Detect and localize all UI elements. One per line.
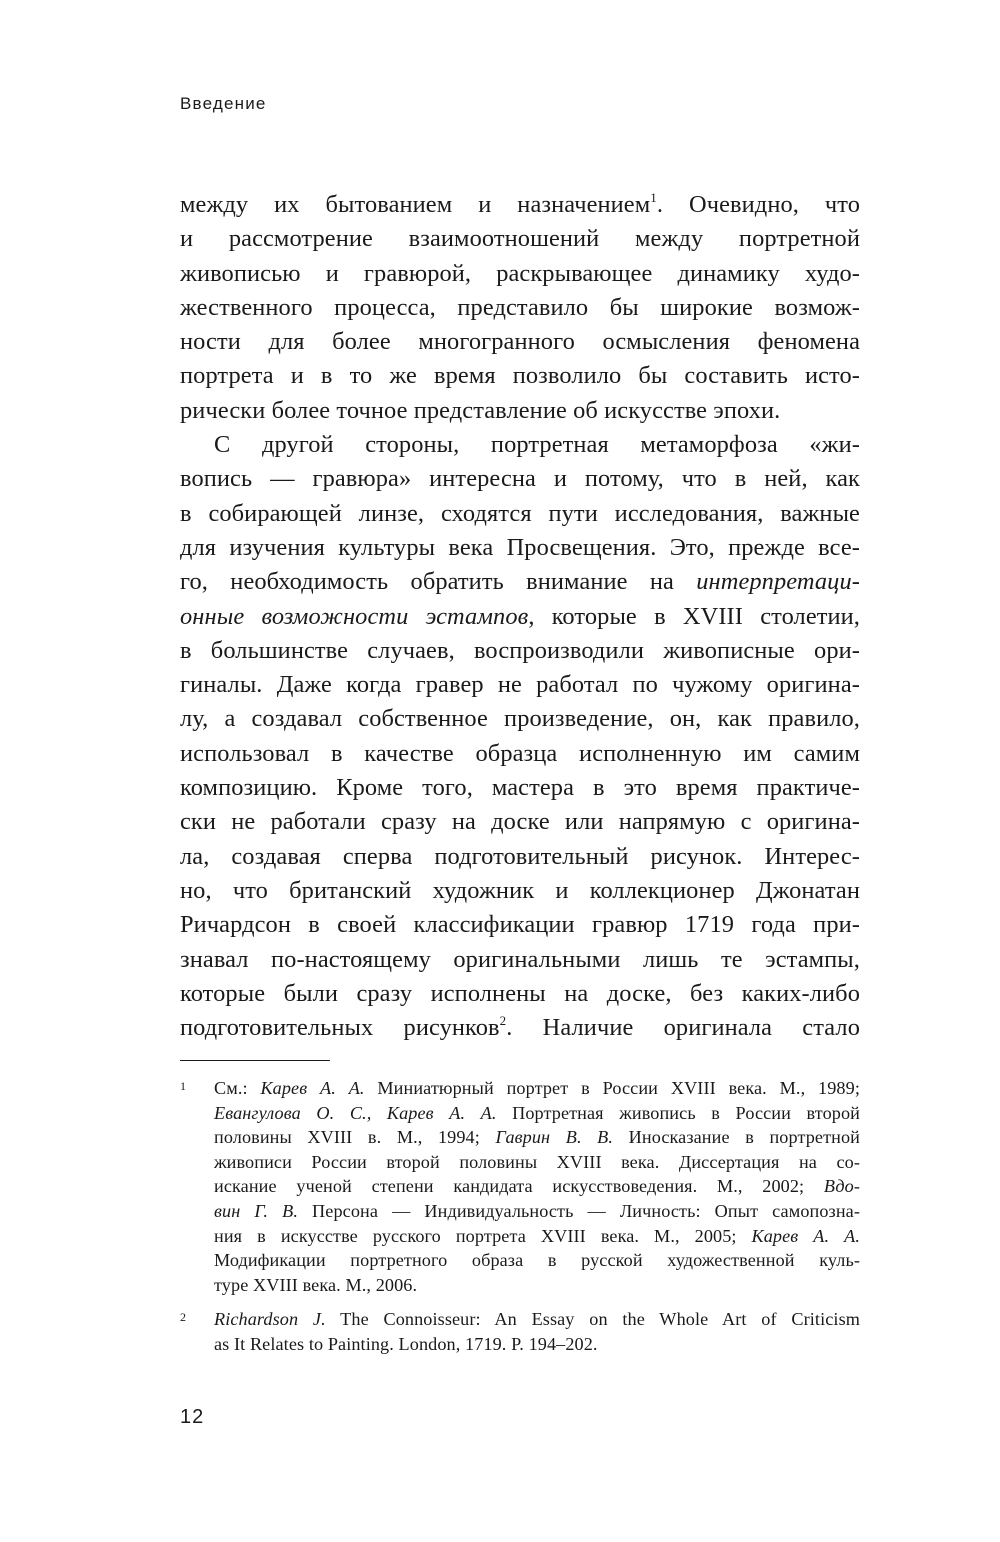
text-span: ния в искусстве русского портрета XVIII века. М., 2005;	[214, 1225, 752, 1246]
text-line: вопись — гравюра» интересна и потому, что в ней, как	[180, 465, 860, 493]
text-line	[180, 565, 860, 599]
body-text	[180, 188, 860, 1045]
italic-span: онные возможности эстампов	[180, 602, 529, 630]
footnotes	[180, 1076, 860, 1367]
text-span: половины XVIII в. М., 1994;	[214, 1127, 496, 1148]
text-span: Портретная живопись в России второй	[496, 1102, 861, 1123]
text-line: но, что британский художник и коллекционер Джонатан	[180, 876, 860, 904]
italic-span: Вдо-	[823, 1176, 860, 1197]
text-line: С другой стороны, портретная метаморфоза «жи-	[214, 431, 860, 459]
footnote-2	[180, 1307, 860, 1356]
footnote-line	[214, 1224, 860, 1249]
text-span: между их бытованием и назначением	[180, 191, 651, 218]
text-line: живописью и гравюрой, раскрывающее динамику худо-	[180, 259, 860, 287]
text-line: которые были сразу исполнены на доске, без каких-либо	[180, 979, 860, 1007]
text-span: , которые в XVIII столетии,	[528, 602, 861, 630]
text-line: гиналы. Даже когда гравер не работал по чужому оригина-	[180, 671, 860, 699]
running-head: Введение	[180, 94, 267, 113]
footnote-separator	[180, 1060, 330, 1061]
text-line: для изучения культуры века Просвещения. Это, прежде все-	[180, 533, 860, 561]
footnote-line	[214, 1174, 860, 1199]
footnote-line: Модификации портретного образа в русской художественной куль-	[214, 1250, 860, 1271]
text-line: жественного процесса, представило бы широкие возмож-	[180, 293, 860, 321]
italic-span: Евангулова О. С., Карев А. А.	[214, 1102, 497, 1123]
footnote-ref-2[interactable]: 2	[499, 1013, 507, 1028]
footnote-line	[214, 1199, 860, 1224]
footnote-line	[214, 1307, 860, 1332]
text-span: го, необходимость обратить внимание на	[180, 568, 697, 596]
text-line: и рассмотрение взаимоотношений между портретной	[180, 225, 860, 253]
italic-span: Карев А. А.	[751, 1225, 860, 1246]
text-span: Персона — Индивидуальность — Личность: Опыт самопозна-	[298, 1200, 861, 1221]
text-line: ски не работали сразу на доске или напрямую с оригина-	[180, 808, 860, 836]
text-line: композицию. Кроме того, мастера в это время практиче-	[180, 774, 860, 802]
footnote-line: туре XVIII века. М., 2006.	[214, 1274, 418, 1295]
italic-span: вин Г. В.	[214, 1200, 298, 1221]
footnote-1	[180, 1076, 860, 1297]
text-line: знавал по-настоящему оригинальными лишь те эстампы,	[180, 945, 860, 973]
text-span: Иносказание в портретной	[613, 1127, 861, 1148]
footnote-line	[214, 1125, 860, 1150]
text-line: ности для более многогранного осмысления феномена	[180, 328, 860, 356]
text-line: лу, а создавал собственное произведение, он, как правило,	[180, 705, 860, 733]
footnote-line	[214, 1076, 860, 1101]
text-span: Миниатюрный портрет в России XVIII века. М., 1989;	[364, 1078, 860, 1098]
text-line	[180, 1011, 860, 1045]
footnote-ref-1[interactable]: 1	[650, 189, 657, 205]
text-line: ла, создавая сперва подготовительный рисунок. Интерес-	[180, 842, 860, 870]
text-line: в собирающей линзе, сходятся пути исследования, важные	[180, 499, 860, 527]
text-line	[180, 188, 860, 222]
text-line: рически более точное представление об искусстве эпохи.	[180, 396, 781, 424]
italic-span: Карев А. А.	[260, 1078, 365, 1098]
footnote-number: 1	[180, 1079, 187, 1093]
text-span: . Наличие оригинала стало	[506, 1014, 860, 1042]
italic-span: Гаврин В. В.	[495, 1127, 614, 1148]
text-span: искание ученой степени кандидата искусствоведения. М., 2002;	[214, 1176, 824, 1197]
footnote-number: 2	[180, 1310, 187, 1325]
text-span: См.:	[214, 1078, 261, 1098]
text-line: использовал в качестве образца исполненную им самим	[180, 739, 860, 767]
footnote-line: as It Relates to Painting. London, 1719. P. 194–202.	[214, 1333, 598, 1354]
text-span: The Connoisseur: An Essay on the Whole Art of Criticism	[325, 1309, 860, 1330]
text-line: Ричардсон в своей классификации гравюр 1719 года при-	[180, 911, 860, 939]
text-line	[180, 600, 860, 634]
italic-span: интерпретаци-	[696, 568, 860, 596]
italic-span: Richardson J.	[214, 1309, 326, 1330]
page-number: 12	[180, 1406, 205, 1428]
text-line: в большинстве случаев, воспроизводили живописные ори-	[180, 636, 860, 664]
text-line: портрета и в то же время позволило бы составить исто-	[180, 362, 860, 390]
footnote-line: живописи России второй половины XVIII века. Диссертация на со-	[214, 1151, 860, 1172]
text-span: подготовительных рисунков	[180, 1014, 500, 1042]
footnote-line	[214, 1101, 860, 1126]
text-span: . Очевидно, что	[656, 191, 860, 218]
